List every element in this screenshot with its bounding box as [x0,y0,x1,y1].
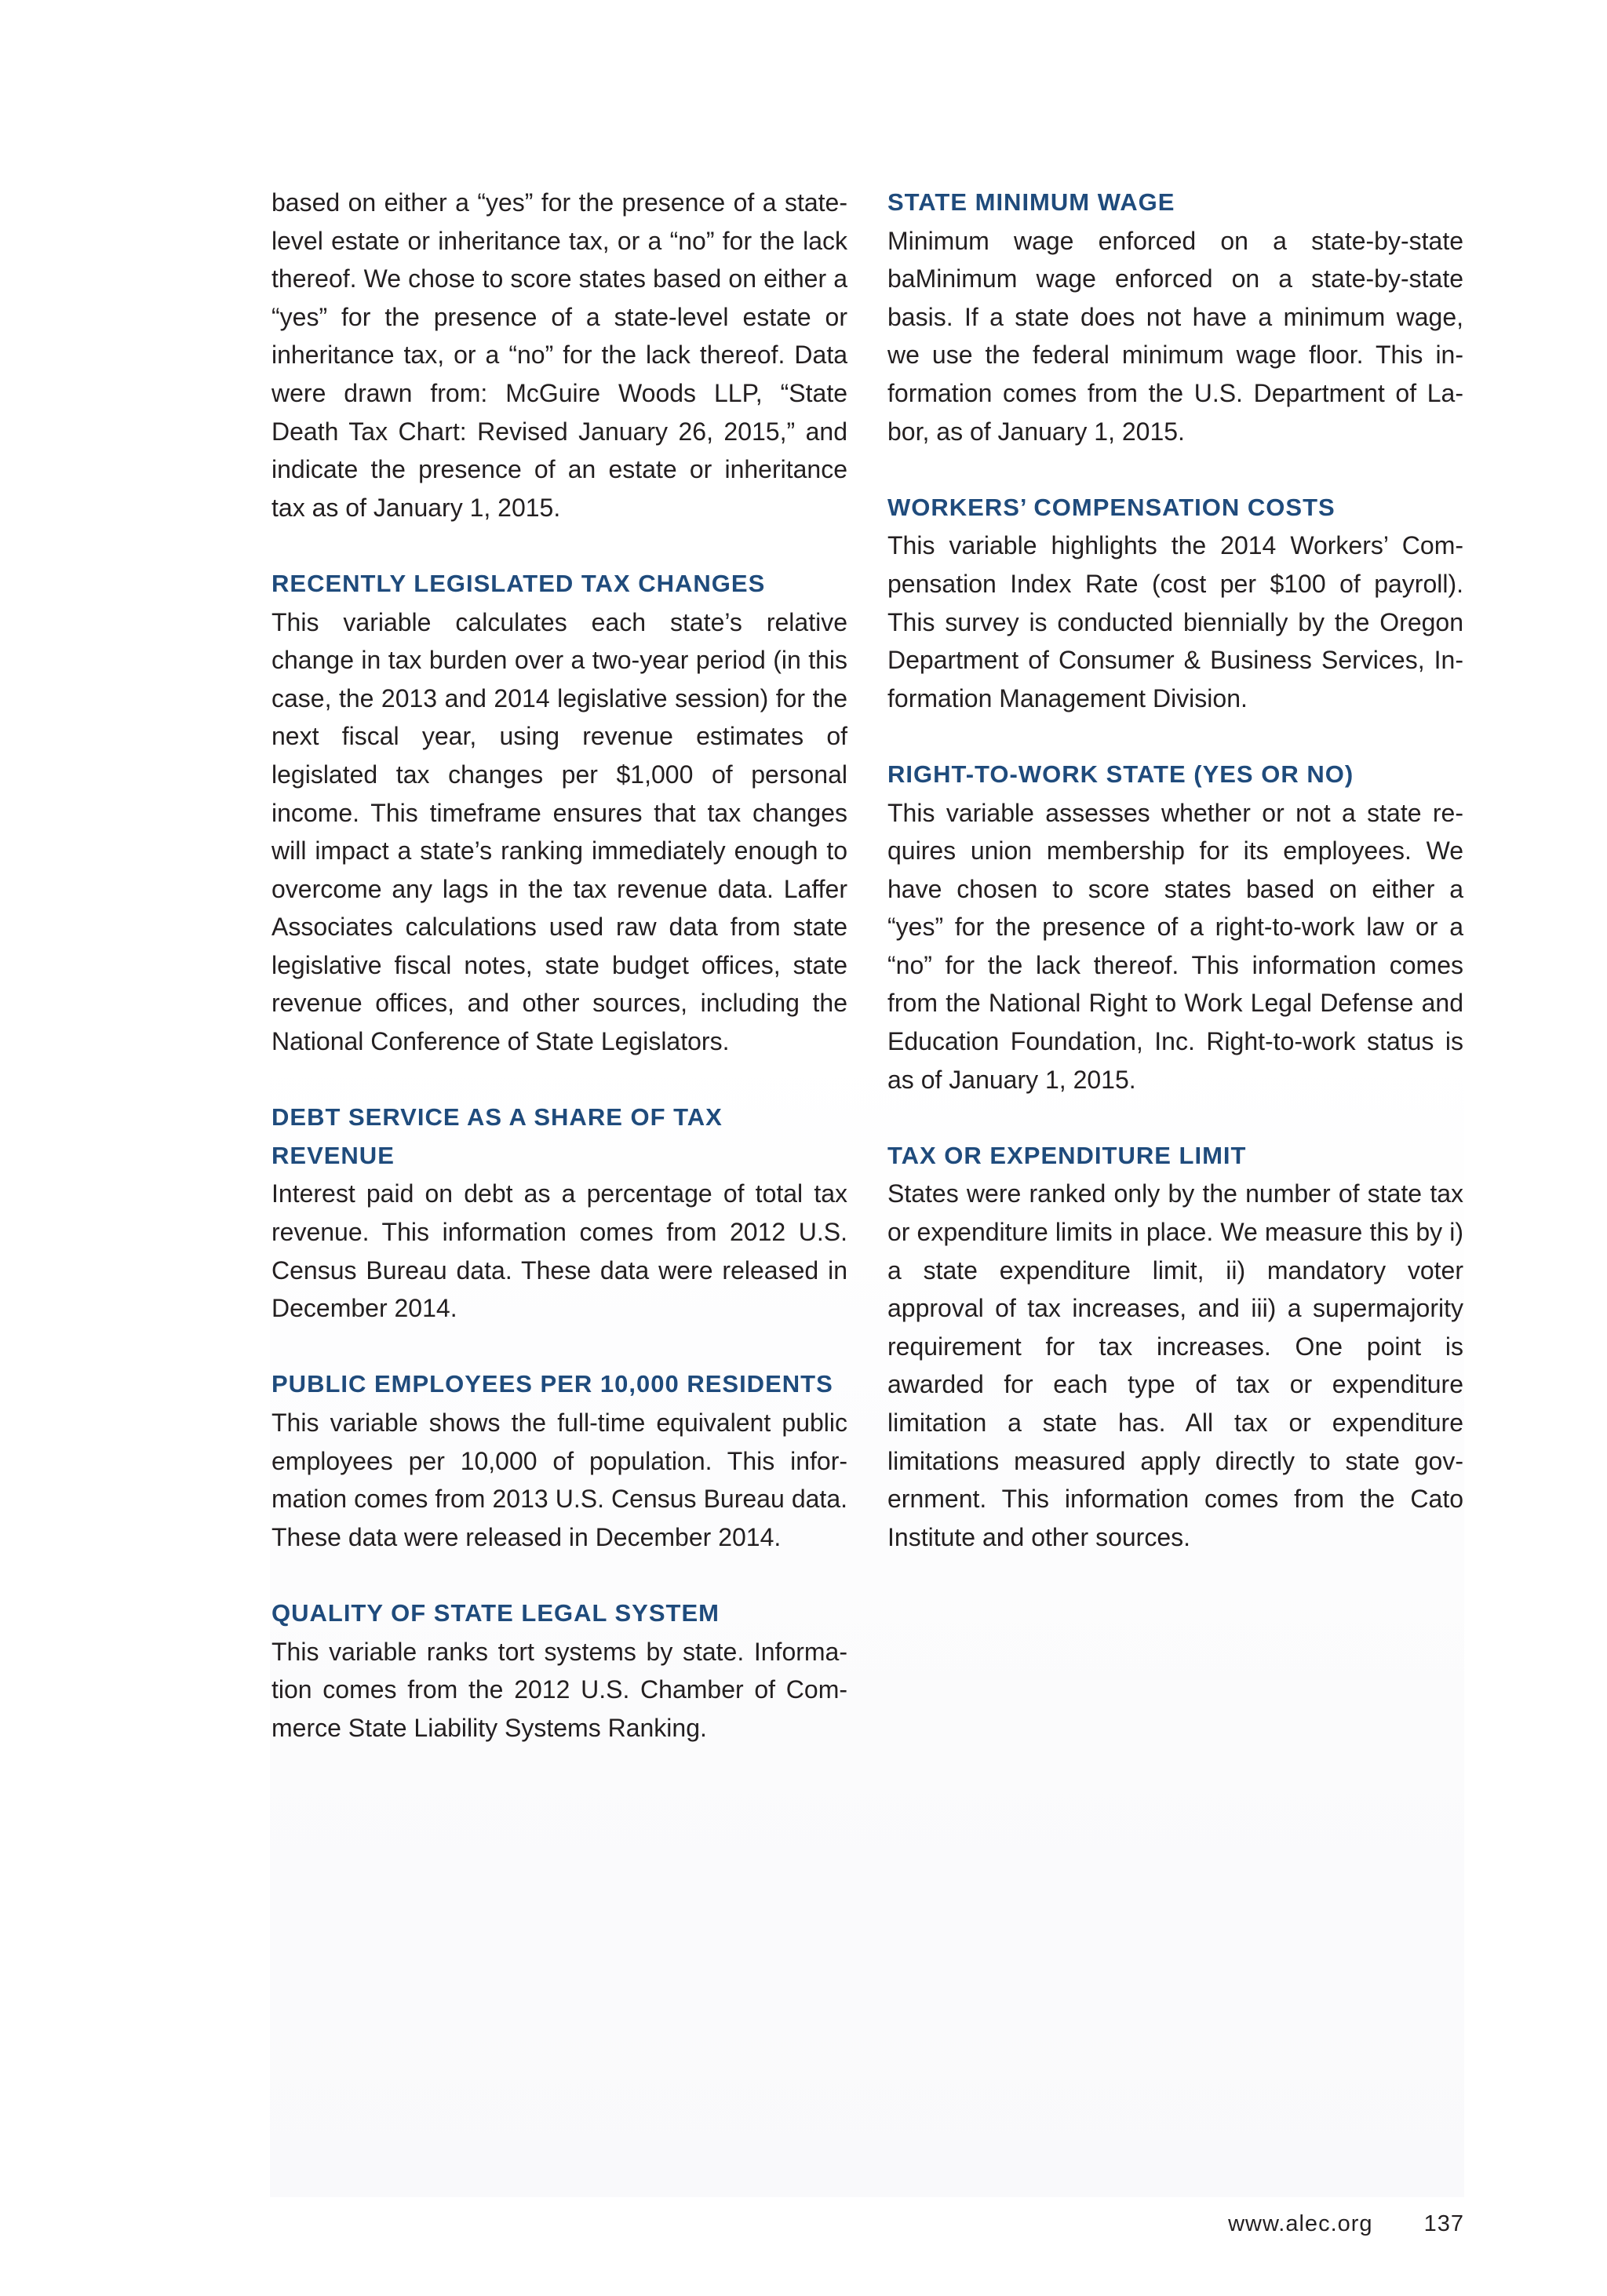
intro-paragraph: based on either a “yes” for the presence of a state-level estate or inheritance tax, or a “no” for the lack thereof. We chose to score states based on either a “yes” for the presence of a state-level estate or inheritance tax, or a “no” for the lack thereof. Data were drawn from: McGuire Woods LLP, “State Death Tax Chart: Revised January 26, 2015,” and indicate the presence of an estate or inheritance tax as of January 1, 2015. [271,188,847,522]
spacer [271,1061,847,1099]
spacer [887,717,1463,756]
spacer [271,1556,847,1594]
heading-workers-compensation: WORKERS’ COMPENSATION COSTS [887,493,1336,521]
spacer [271,527,847,565]
page-number: 137 [1423,2211,1464,2236]
left-column [271,184,847,1747]
spacer [271,1328,847,1366]
body-right-to-work: This variable assesses whether or not a state requires union membership for its employees. We have chosen to score states based on either a “yes” for the presence of a right-to-work law or a “no” for the lack thereof. This information comes from the National Right to Work Legal Defense and Education Foundation, Inc. Right-to-work status is as of January 1, 2015. [887,798,1463,1094]
body-public-employees: This variable shows the full-time equivalent public employees per 10,000 of population. This information comes from 2013 U.S. Census Bureau data. These data were released in December 2014. [271,1409,847,1551]
heading-legal-system: QUALITY OF STATE LEGAL SYSTEM [271,1598,720,1627]
heading-debt-service: DEBT SERVICE AS A SHARE OF TAX REVENUE [271,1103,723,1169]
right-column [887,184,1463,1556]
heading-tax-expenditure-limit: TAX OR EXPENDITURE LIMIT [887,1141,1247,1169]
heading-state-minimum-wage: STATE MINIMUM WAGE [887,188,1175,216]
spacer [887,450,1463,489]
page-footer [1228,2211,1464,2237]
heading-recently-legislated-tax-changes: RECENTLY LEGISLATED TAX CHANGES [271,569,766,597]
body-legal-system: This variable ranks tort systems by state. Information comes from the 2012 U.S. Chamber of Commerce State Liability Systems Ranking. [271,1637,847,1742]
body-debt-service: Interest paid on debt as a percentage of total tax revenue. This information comes from 2012 U.S. Census Bureau data. These data were released in December 2014. [271,1179,847,1323]
body-state-minimum-wage: Minimum wage enforced on a state-by-state baMinimum wage enforced on a state-by-state basis. If a state does not have a minimum wage, we use the federal minimum wage floor. This information comes from the U.S. Department of Labor, as of January 1, 2015. [887,226,1463,446]
heading-public-employees: PUBLIC EMPLOYEES PER 10,000 RESIDENTS [271,1370,833,1398]
footer-url: www.alec.org [1228,2211,1373,2236]
heading-right-to-work: RIGHT-TO-WORK STATE (YES OR NO) [887,760,1354,788]
body-recently-legislated-tax-changes: This variable calculates each state’s relative change in tax burden over a two-year period (in this case, the 2013 and 2014 legislative session) for the next fiscal year, using revenue estimates of legislated tax changes per $1,000 of personal income. This timeframe ensures that tax changes will impact a state’s ranking immediately enough to overcome any lags in the tax revenue data. Laffer Associates calculations used raw data from state legislative fiscal notes, state budget offices, state revenue offices, and other sources, including the National Conference of State Legislators. [271,607,847,1056]
body-tax-expenditure-limit: States were ranked only by the number of state tax or expenditure limits in place. We measure this by i) a state expenditure limit, ii) mandatory voter approval of tax increases, and iii) a supermajority requirement for tax increases. One point is awarded for each type of tax or expenditure limitation a state has. All tax or expenditure limitations measured apply directly to state government. This information comes from the Cato Institute and other sources. [887,1179,1463,1551]
body-workers-compensation: This variable highlights the 2014 Workers’ Compensation Index Rate (cost per $100 of payroll). This survey is conducted biennially by the Oregon Department of Consumer & Business Services, Information Management Division. [887,531,1463,712]
spacer [887,1099,1463,1137]
